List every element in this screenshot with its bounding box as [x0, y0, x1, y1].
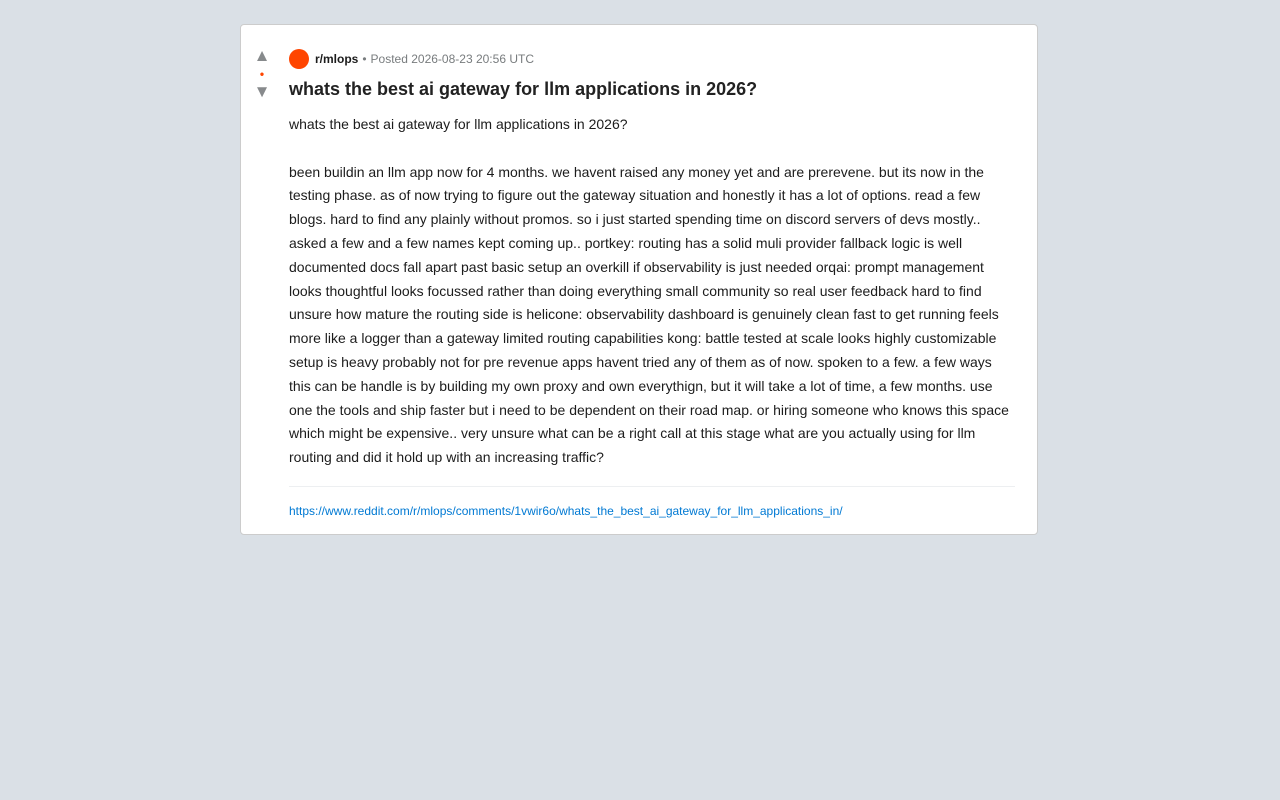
- posted-timestamp: Posted 2026-08-23 20:56 UTC: [370, 52, 534, 66]
- post-body-main: been buildin an llm app now for 4 months. we havent raised any money yet and are prerevene. but its now in the testing phase. as of now trying to figure out the gateway situation and honestly it has a lot of options. read a few blogs. hard to find any plainly without promos. so i just started spending time on discord servers of devs mostly.. asked a few and a few names kept coming up.. portkey: routing has a solid muli provider fallback logic is well documented docs fall apart past basic setup an overkill if observability is just needed orqai: prompt management looks thoughtful looks focussed rather than doing everything small community so real user feedback hard to find unsure how mature the routing side is helicone: observability dashboard is genuinely clean fast to get running feels more like a logger than a gateway limited routing capabilities kong: battle tested at scale looks highly customizable setup is heavy probably not for pre revenue apps havent tried any of them as of now. spoken to a few. a few ways this can be handle is by building my own proxy and own everythign, but it will take a lot of time, a few months. use one the tools and ship faster but i need to be dependent on their road map. or hiring someone who knows this space which might be expensive.. very unsure what can be a right call at this stage what are you actually using for llm routing and did it hold up with an increasing traffic?: [289, 163, 1009, 466]
- arrow-up-icon[interactable]: ▲: [253, 46, 271, 65]
- subreddit-icon[interactable]: [289, 49, 309, 69]
- post-card: [240, 24, 1038, 535]
- arrow-down-icon[interactable]: ▼: [253, 82, 271, 101]
- divider: [289, 486, 1015, 487]
- vote-score: •: [259, 67, 265, 81]
- subreddit-link[interactable]: r/mlops: [315, 52, 359, 66]
- vote-column: [241, 47, 283, 101]
- post-content: [289, 49, 1015, 520]
- post-meta: [289, 49, 1015, 69]
- post-title[interactable]: whats the best ai gateway for llm applications in 2026?: [289, 79, 758, 99]
- post-body-intro: whats the best ai gateway for llm applications in 2026?: [289, 116, 628, 132]
- post-permalink[interactable]: https://www.reddit.com/r/mlops/comments/1vwir6o/whats_the_best_ai_gateway_for_llm_applications_in/: [289, 503, 843, 518]
- meta-separator: •: [362, 52, 367, 66]
- post-body: [289, 113, 1015, 470]
